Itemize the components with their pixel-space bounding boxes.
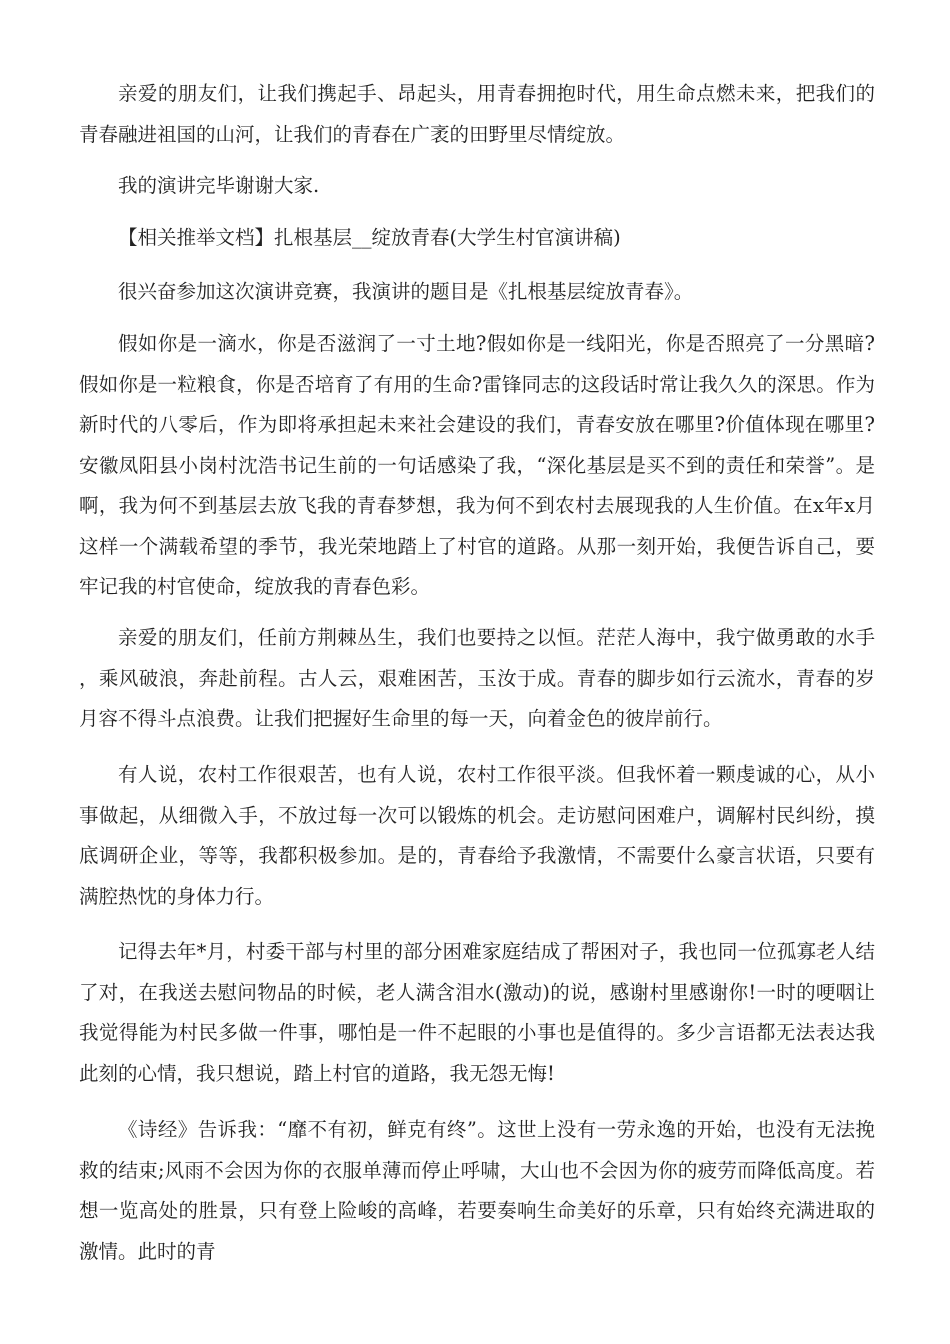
paragraph-5: 假如你是一滴水，你是否滋润了一寸土地?假如你是一线阳光，你是否照亮了一分黑暗?假如你是一粒粮食，你是否培育了有用的生命?雷锋同志的这段话时常让我久久的深思。作为新时代的八零后，作为即将承担起未来社会建设的我们，青春安放在哪里?价值体现在哪里?安徽凤阳县小岗村沈浩书记生前的一句话感染了我，“深化基层是买不到的责任和荣誉”。是啊，我为何不到基层去放飞我的青春梦想，我为何不到农村去展现我的人生价值。在x年x月这样一个满载希望的季节，我光荣地踏上了村官的道路。从那一刻开始，我便告诉自己，要牢记我的村官使命，绽放我的青春色彩。 [79, 332, 875, 598]
paragraph-8: 记得去年*月，村委干部与村里的部分困难家庭结成了帮困对子，我也同一位孤寡老人结了对，在我送去慰问物品的时候，老人满含泪水(激动)的说，感谢村里感谢你!一时的哽咽让我觉得能为村民多做一件事，哪怕是一件不起眼的小事也是值得的。多少言语都无法表达我此刻的心情，我只想说，踏上村官的道路，我无怨无悔! [79, 940, 875, 1085]
paragraph-1: 亲爱的朋友们，让我们携起手、昂起头，用青春拥抱时代，用生命点燃未来，把我们的青春融进祖国的山河，让我们的青春在广袤的田野里尽情绽放。 [79, 82, 875, 146]
paragraph-9: 《诗经》告诉我：“靡不有初，鲜克有终”。这世上没有一劳永逸的开始，也没有无法挽救的结束;风雨不会因为你的衣服单薄而停止呼啸，大山也不会因为你的疲劳而降低高度。若想一览高处的胜景，只有登上险峻的高峰，若要奏响生命美好的乐章，只有始终充满进取的激情。此时的青 [79, 1118, 875, 1263]
paragraph-2: 我的演讲完毕谢谢大家. [118, 174, 320, 197]
paragraph-4: 很兴奋参加这次演讲竞赛，我演讲的题目是《扎根基层绽放青春》。 [118, 280, 694, 303]
paragraph-6: 亲爱的朋友们，任前方荆棘丛生，我们也要持之以恒。茫茫人海中，我宁做勇敢的水手，乘风破浪，奔赴前程。古人云，艰难困苦，玉汝于成。青春的脚步如行云流水，青春的岁月容不得斗点浪费。让我们把握好生命里的每一天，向着金色的彼岸前行。 [79, 626, 875, 730]
paragraph-7: 有人说，农村工作很艰苦，也有人说，农村工作很平淡。但我怀着一颗虔诚的心，从小事做起，从细微入手，不放过每一次可以锻炼的机会。走访慰问困难户，调解村民纠纷，摸底调研企业，等等，我都积极参加。是的，青春给予我激情，不需要什么豪言状语，只要有满腔热忱的身体力行。 [79, 763, 875, 908]
paragraph-3-related-doc: 【相关推举文档】扎根基层__绽放青春(大学生村官演讲稿) [118, 226, 621, 249]
